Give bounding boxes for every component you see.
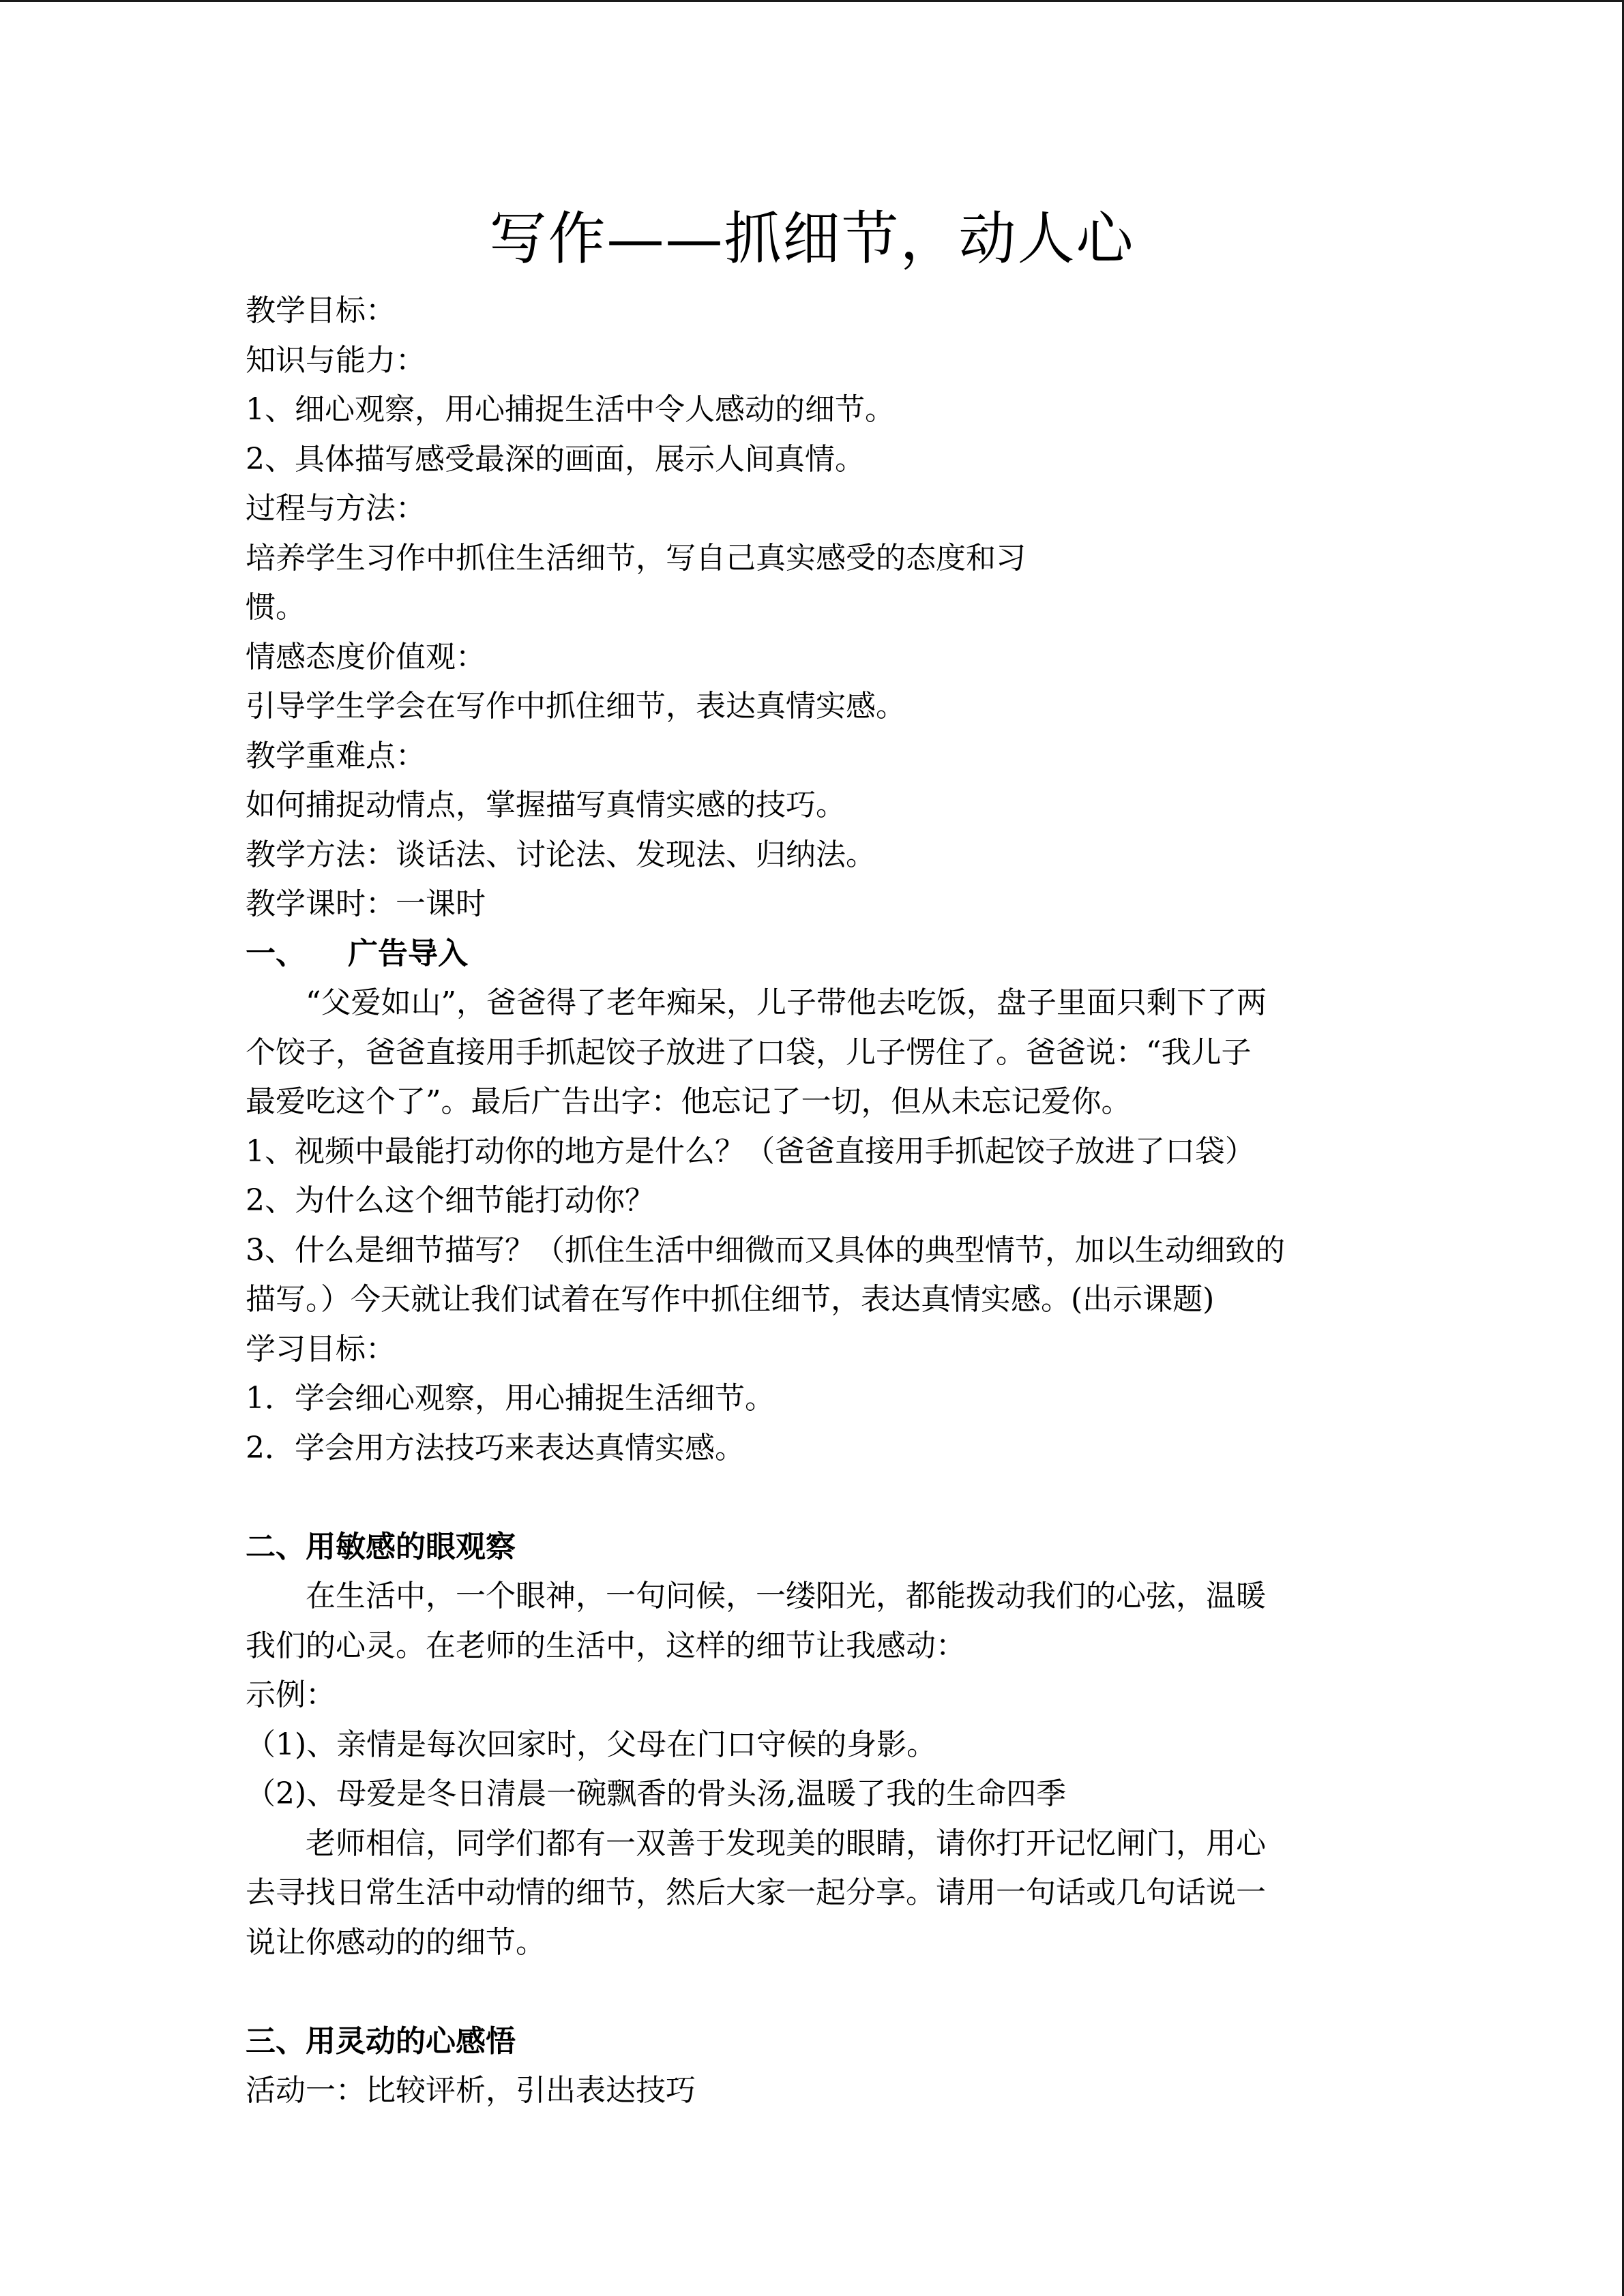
section2-para-line-1: 在生活中，一个眼神，一句问候，一缕阳光，都能拨动我们的心弦，温暖	[306, 1579, 1266, 1613]
section2-para2-line-3: 说让你感动的的细节。	[246, 1924, 546, 1960]
section1-number: 一、	[246, 936, 306, 971]
learning-goals-heading: 学习目标：	[246, 1331, 396, 1367]
page-top-border	[0, 0, 1624, 2]
section2-heading: 二、用敏感的眼观察	[246, 1529, 516, 1564]
blank-line	[246, 1967, 1378, 2017]
section3-heading: 三、用灵动的心感悟	[246, 2023, 516, 2059]
knowledge-item-2: 2、具体描写感受最深的画面，展示人间真情。	[246, 441, 865, 477]
document-body	[246, 286, 1378, 2116]
section1-question-3-line-1: 3、什么是细节描写？（抓住生活中细微而又具体的典型情节，加以生动细致的	[246, 1232, 1285, 1268]
section1-para-line-3: 最爱吃这个了”。最后广告出字：他忘记了一切，但从未忘记爱你。	[246, 1084, 1132, 1119]
knowledge-heading: 知识与能力：	[246, 342, 426, 378]
section2-para2-line-2: 去寻找日常生活中动情的细节，然后大家一起分享。请用一句话或几句话说一	[246, 1875, 1266, 1910]
teaching-method: 教学方法：谈话法、讨论法、发现法、归纳法。	[246, 837, 876, 872]
emotion-text: 引导学生学会在写作中抓住细节，表达真情实感。	[246, 689, 906, 724]
section2-para-line-2: 我们的心灵。在老师的生活中，这样的细节让我感动：	[246, 1628, 966, 1663]
blank-line	[246, 1473, 1378, 1523]
teaching-hours: 教学课时：一课时	[246, 886, 486, 921]
section2-para2-line-1: 老师相信，同学们都有一双善于发现美的眼睛，请你打开记忆闸门，用心	[306, 1825, 1266, 1861]
example-item-1: （1)、亲情是每次回家时，父母在门口守候的身影。	[246, 1727, 937, 1762]
example-heading: 示例：	[246, 1678, 336, 1712]
process-heading: 过程与方法：	[246, 491, 426, 526]
section1-para-line-2: 个饺子，爸爸直接用手抓起饺子放进了口袋，儿子愣住了。爸爸说：“我儿子	[246, 1034, 1252, 1070]
difficulty-heading: 教学重难点：	[246, 738, 426, 773]
section3-activity-1: 活动一：比较评析，引出表达技巧	[246, 2073, 696, 2108]
section1-question-1: 1、视频中最能打动你的地方是什么？（爸爸直接用手抓起饺子放进了口袋）	[246, 1133, 1255, 1169]
section1-question-3-line-2: 描写。）今天就让我们试着在写作中抓住细节，表达真情实感。(出示课题)	[246, 1282, 1215, 1317]
process-text-line-1: 培养学生习作中抓住生活细节，写自己真实感受的态度和习	[246, 540, 1026, 576]
emotion-heading: 情感态度价值观：	[246, 639, 486, 674]
difficulty-text: 如何捕捉动情点，掌握描写真情实感的技巧。	[246, 788, 846, 822]
knowledge-item-1: 1、细心观察，用心捕捉生活中令人感动的细节。	[246, 392, 895, 427]
section1-para-line-1: “父爱如山”，爸爸得了老年痴呆，儿子带他去吃饭，盘子里面只剩下了两	[306, 985, 1267, 1020]
section1-heading	[246, 929, 1378, 979]
example-item-2: （2)、母爱是冬日清晨一碗飘香的骨头汤,温暖了我的生命四季	[246, 1776, 1067, 1811]
section1-question-2: 2、为什么这个细节能打动你？	[246, 1183, 655, 1218]
section1-title: 广告导入	[348, 936, 468, 971]
process-text-line-2: 惯。	[246, 590, 306, 625]
learning-goal-1: 1．学会细心观察，用心捕捉生活细节。	[246, 1381, 775, 1416]
objectives-heading: 教学目标：	[246, 293, 396, 328]
learning-goal-2: 2．学会用方法技巧来表达真情实感。	[246, 1430, 745, 1465]
document-title: 写作——抓细节，动人心	[489, 205, 1135, 272]
